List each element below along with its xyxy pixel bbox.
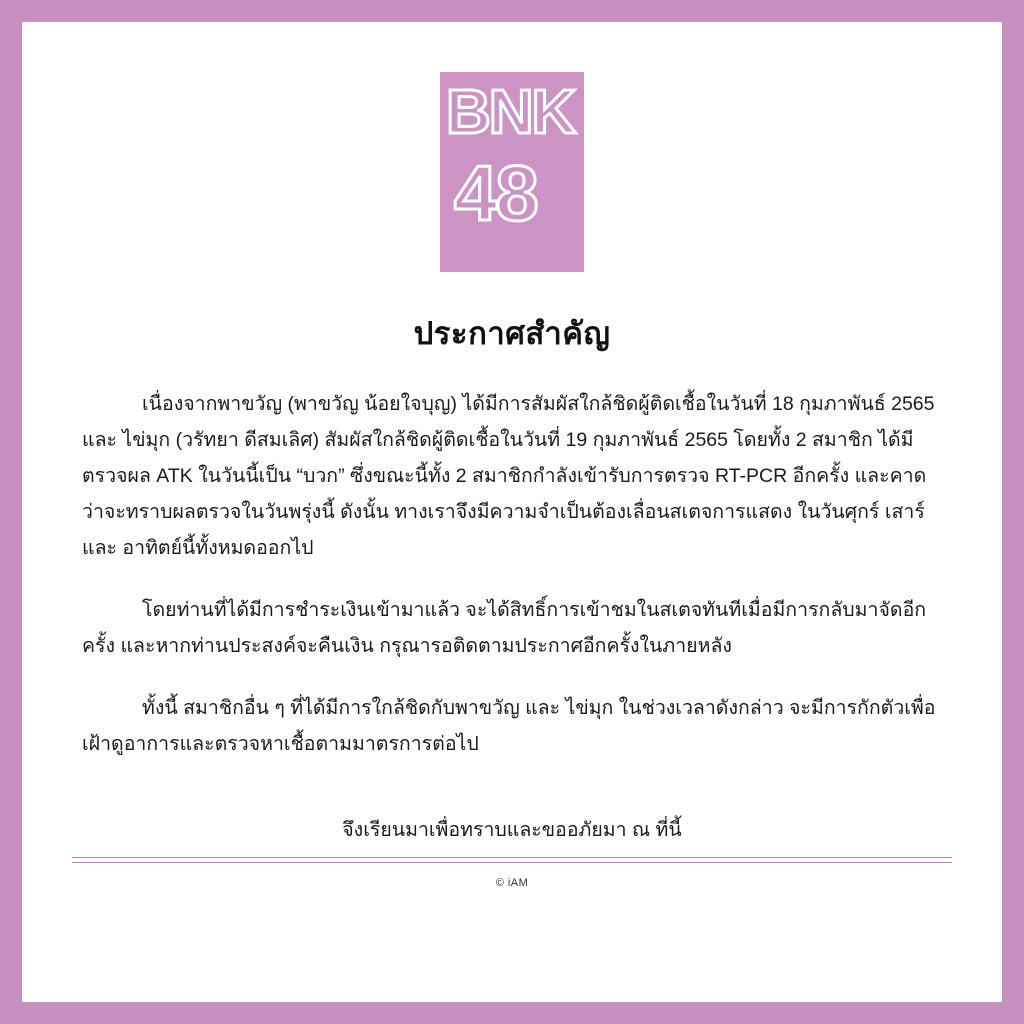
paragraph-3: ทั้งนี้ สมาชิกอื่น ๆ ที่ได้มีการใกล้ชิดกับพาขวัญ และ ไข่มุก ในช่วงเวลาดังกล่าว จะมีการกักตัวเพื่อเฝ้าดูอาการและตรวจหาเชื้อตามมาตรการต่อไป (82, 697, 936, 755)
closing-statement: จึงเรียนมาเพื่อทราบและขออภัยมา ณ ที่นี้ (342, 819, 682, 841)
announcement-body (82, 386, 942, 762)
paragraph-1: เนื่องจากพาขวัญ (พาขวัญ น้อยใจบุญ) ได้มีการสัมผัสใกล้ชิดผู้ติดเชื้อในวันที่ 18 กุมภาพันธ์ 2565 และ ไข่มุก (วรัทยา ดีสมเลิศ) สัมผัสใกล้ชิดผู้ติดเชื้อในวันที่ 19 กุมภาพันธ์ 2565 โดยทั้ง 2 สมาชิก ได้มีตรวจผล ATK ในวันนี้เป็น “บวก” ซึ่งขณะนี้ทั้ง 2 สมาชิกกำลังเข้ารับการตรวจ RT-PCR อีกครั้ง และคาดว่าจะทราบผลตรวจในวันพรุ่งนี้ ดังนั้น ทางเราจึงมีความจำเป็นต้องเลื่อนสเตจการแสดง ในวันศุกร์ เสาร์ และ อาทิตย์นี้ทั้งหมดออกไป (82, 393, 935, 559)
paragraph-2: โดยท่านที่ได้มีการชำระเงินเข้ามาแล้ว จะได้สิทธิ์การเข้าชมในสเตจทันทีเมื่อมีการกลับมาจัดอีกครั้ง และหากท่านประสงค์จะคืนเงิน กรุณารอติดตามประกาศอีกครั้งในภายหลัง (82, 599, 927, 657)
divider-line-top (72, 857, 952, 858)
divider-rules (72, 857, 952, 863)
logo-line-1: BNK (446, 78, 575, 147)
credit-label: © iAM (495, 877, 529, 889)
logo-text (440, 72, 584, 272)
bnk48-logo (440, 72, 584, 272)
divider-line-bottom (72, 862, 952, 863)
logo-line-2: 48 (454, 149, 537, 237)
page-title: ประกาศสำคัญ (413, 316, 611, 351)
announcement-card (22, 22, 1002, 1002)
